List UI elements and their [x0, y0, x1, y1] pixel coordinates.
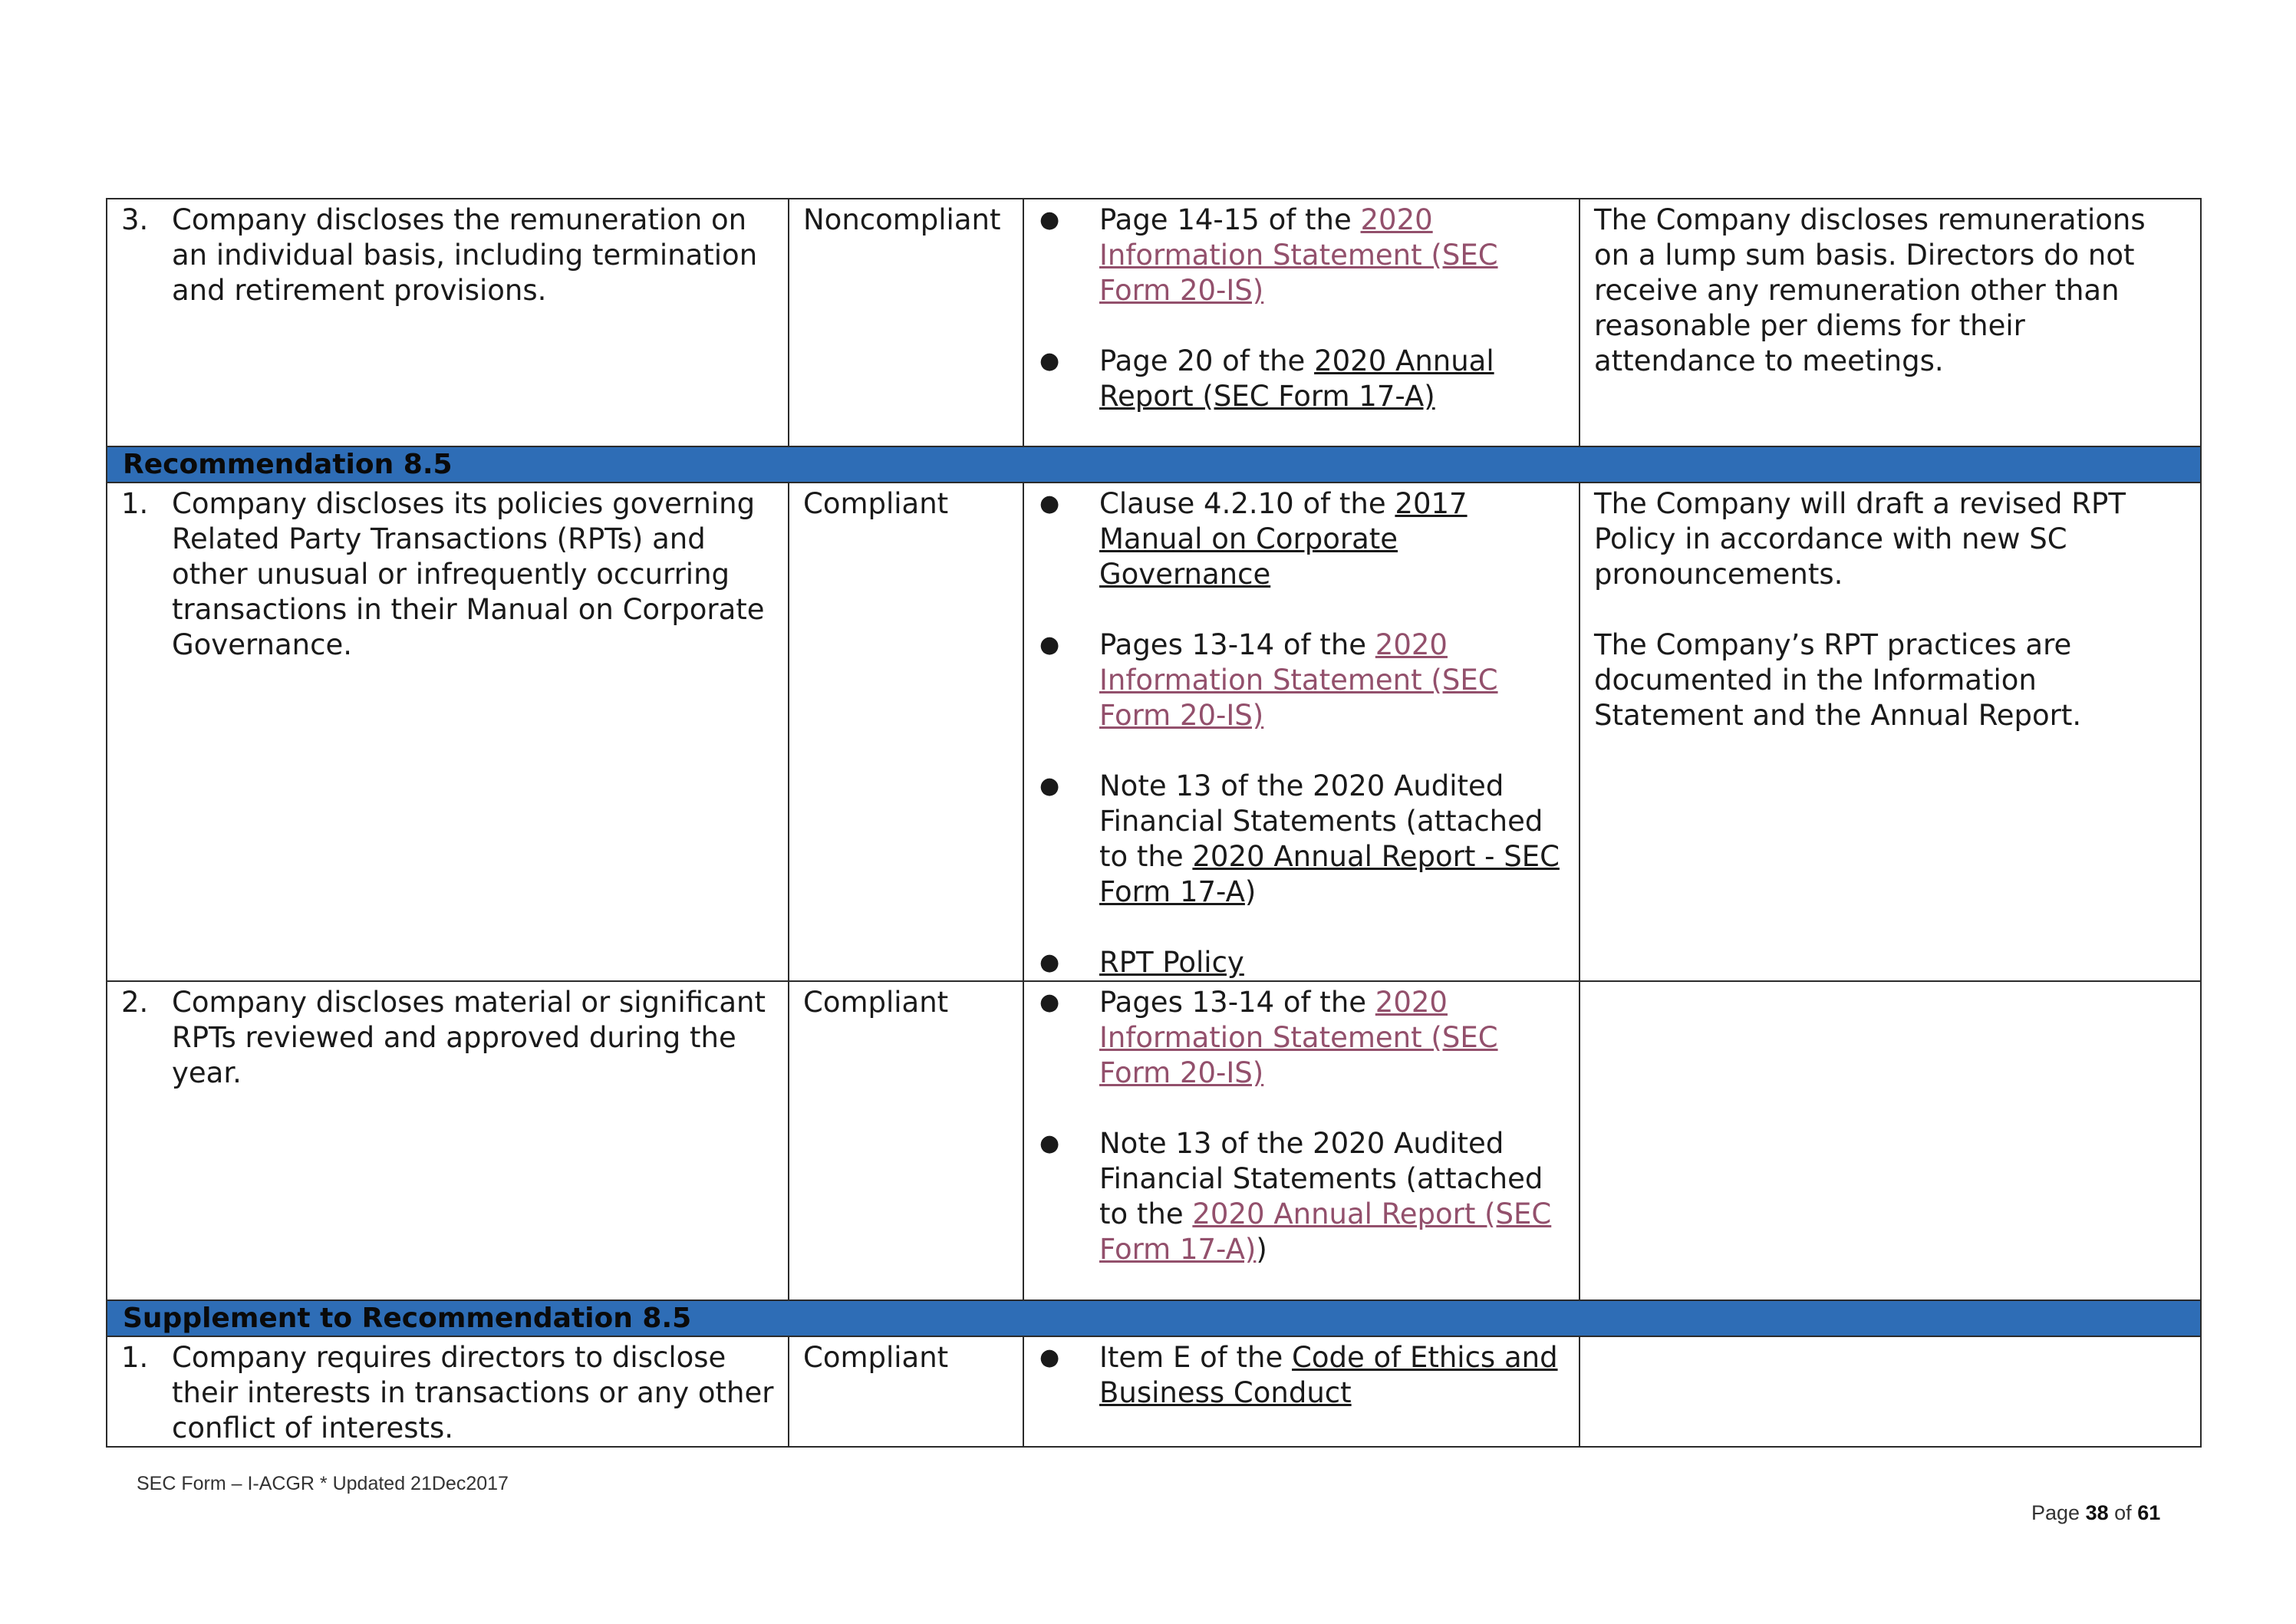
section-title: Supplement to Recommendation 8.5 [107, 1300, 2201, 1336]
item-number: 3. [121, 203, 149, 236]
current-page: 38 [2085, 1501, 2109, 1524]
reference-link[interactable]: 2020 Information Statement (SEC Form 20-IS) [1099, 628, 1498, 732]
references-cell [1023, 199, 1580, 446]
total-pages: 61 [2137, 1501, 2161, 1524]
recommendation-cell [107, 483, 789, 981]
remarks-cell [1580, 1336, 2201, 1447]
reference-item: ● Page 20 of the 2020 Annual Report (SEC Form 17-A) [1039, 344, 1494, 413]
bullet-icon: ● [1039, 772, 1060, 799]
remarks-cell [1580, 981, 2201, 1300]
reference-link[interactable]: Code of Ethics and Business Conduct [1099, 1341, 1558, 1409]
bullet-icon: ● [1039, 206, 1060, 233]
references-cell [1023, 1336, 1580, 1447]
bullet-icon: ● [1039, 490, 1060, 517]
reference-link[interactable]: RPT Policy [1099, 946, 1244, 979]
reference-item: ● Pages 13-14 of the 2020 Information Statement (SEC Form 20-IS) [1039, 986, 1498, 1089]
remark-text: The Company’s RPT practices are documented in the Information Statement and the Annual Report. [1594, 628, 2082, 732]
table-row [107, 483, 2201, 981]
compliance-status: Compliant [789, 1336, 1023, 1447]
reference-item: ● Note 13 of the 2020 Audited Financial Statements (attached to the 2020 Annual Report (SEC Form 17-A)) [1039, 1127, 1552, 1266]
item-number: 1. [121, 487, 149, 520]
bullet-icon: ● [1039, 989, 1060, 1016]
references-cell [1023, 483, 1580, 981]
reference-link[interactable]: 2020 Information Statement (SEC Form 20-IS) [1099, 986, 1498, 1089]
reference-link[interactable]: 2020 Information Statement (SEC Form 20-IS) [1099, 203, 1498, 307]
reference-item: ● Clause 4.2.10 of the 2017 Manual on Corporate Governance [1039, 487, 1468, 591]
section-title: Recommendation 8.5 [107, 446, 2201, 483]
reference-item: ● Item E of the Code of Ethics and Business Conduct [1039, 1341, 1558, 1409]
remark-text: The Company will draft a revised RPT Policy in accordance with new SC pronouncements. [1594, 487, 2126, 591]
form-footer: SEC Form – I-ACGR * Updated 21Dec2017 [137, 1473, 509, 1494]
compliance-table [106, 198, 2202, 1448]
reference-link[interactable]: 2017 Manual on Corporate Governance [1099, 487, 1468, 591]
bullet-icon: ● [1039, 631, 1060, 658]
item-text: Company discloses its policies governing Related Party Transactions (RPTs) and other unusual or infrequently occurring transactions in their Manual on Corporate Governance. [172, 487, 765, 661]
remarks-cell [1580, 199, 2201, 446]
compliance-status: Noncompliant [789, 199, 1023, 446]
reference-link[interactable]: 2020 Annual Report (SEC Form 17-A) [1099, 344, 1494, 413]
table-row [107, 1336, 2201, 1447]
reference-item [1038, 945, 1565, 980]
recommendation-cell [107, 199, 789, 446]
item-text: Company discloses material or significant RPTs reviewed and approved during the year. [172, 986, 766, 1089]
item-text: Company requires directors to disclose their interests in transactions or any other conflict of interests. [172, 1341, 774, 1444]
bullet-icon: ● [1039, 949, 1060, 976]
item-text: Company discloses the remuneration on an individual basis, including termination and retirement provisions. [172, 203, 758, 307]
reference-item: ● Page 14-15 of the 2020 Information Statement (SEC Form 20-IS) [1039, 203, 1498, 307]
compliance-status: Compliant [789, 981, 1023, 1300]
item-number: 2. [121, 986, 149, 1019]
bullet-icon: ● [1039, 1130, 1060, 1157]
page-number: Page 38 of 61 [2031, 1501, 2161, 1524]
section-header-row [107, 446, 2201, 483]
remark-text: The Company discloses remunerations on a lump sum basis. Directors do not receive any remuneration other than reasonable per diems for their attendance to meetings. [1594, 203, 2146, 377]
reference-item: ● Note 13 of the 2020 Audited Financial Statements (attached to the 2020 Annual Report - SEC Form 17-A) [1039, 769, 1560, 908]
remarks-cell [1580, 483, 2201, 981]
references-cell [1023, 981, 1580, 1300]
section-header-row [107, 1300, 2201, 1336]
item-number: 1. [121, 1341, 149, 1374]
bullet-icon: ● [1039, 1344, 1060, 1371]
compliance-status: Compliant [789, 483, 1023, 981]
recommendation-cell [107, 1336, 789, 1447]
recommendation-cell [107, 981, 789, 1300]
reference-link[interactable]: 2020 Annual Report (SEC Form 17-A) [1099, 1197, 1552, 1266]
reference-item: ● Pages 13-14 of the 2020 Information Statement (SEC Form 20-IS) [1039, 628, 1498, 732]
table-row [107, 981, 2201, 1300]
bullet-icon: ● [1039, 348, 1060, 374]
table-row [107, 199, 2201, 446]
reference-link[interactable]: 2020 Annual Report - SEC Form 17-A [1099, 840, 1560, 908]
